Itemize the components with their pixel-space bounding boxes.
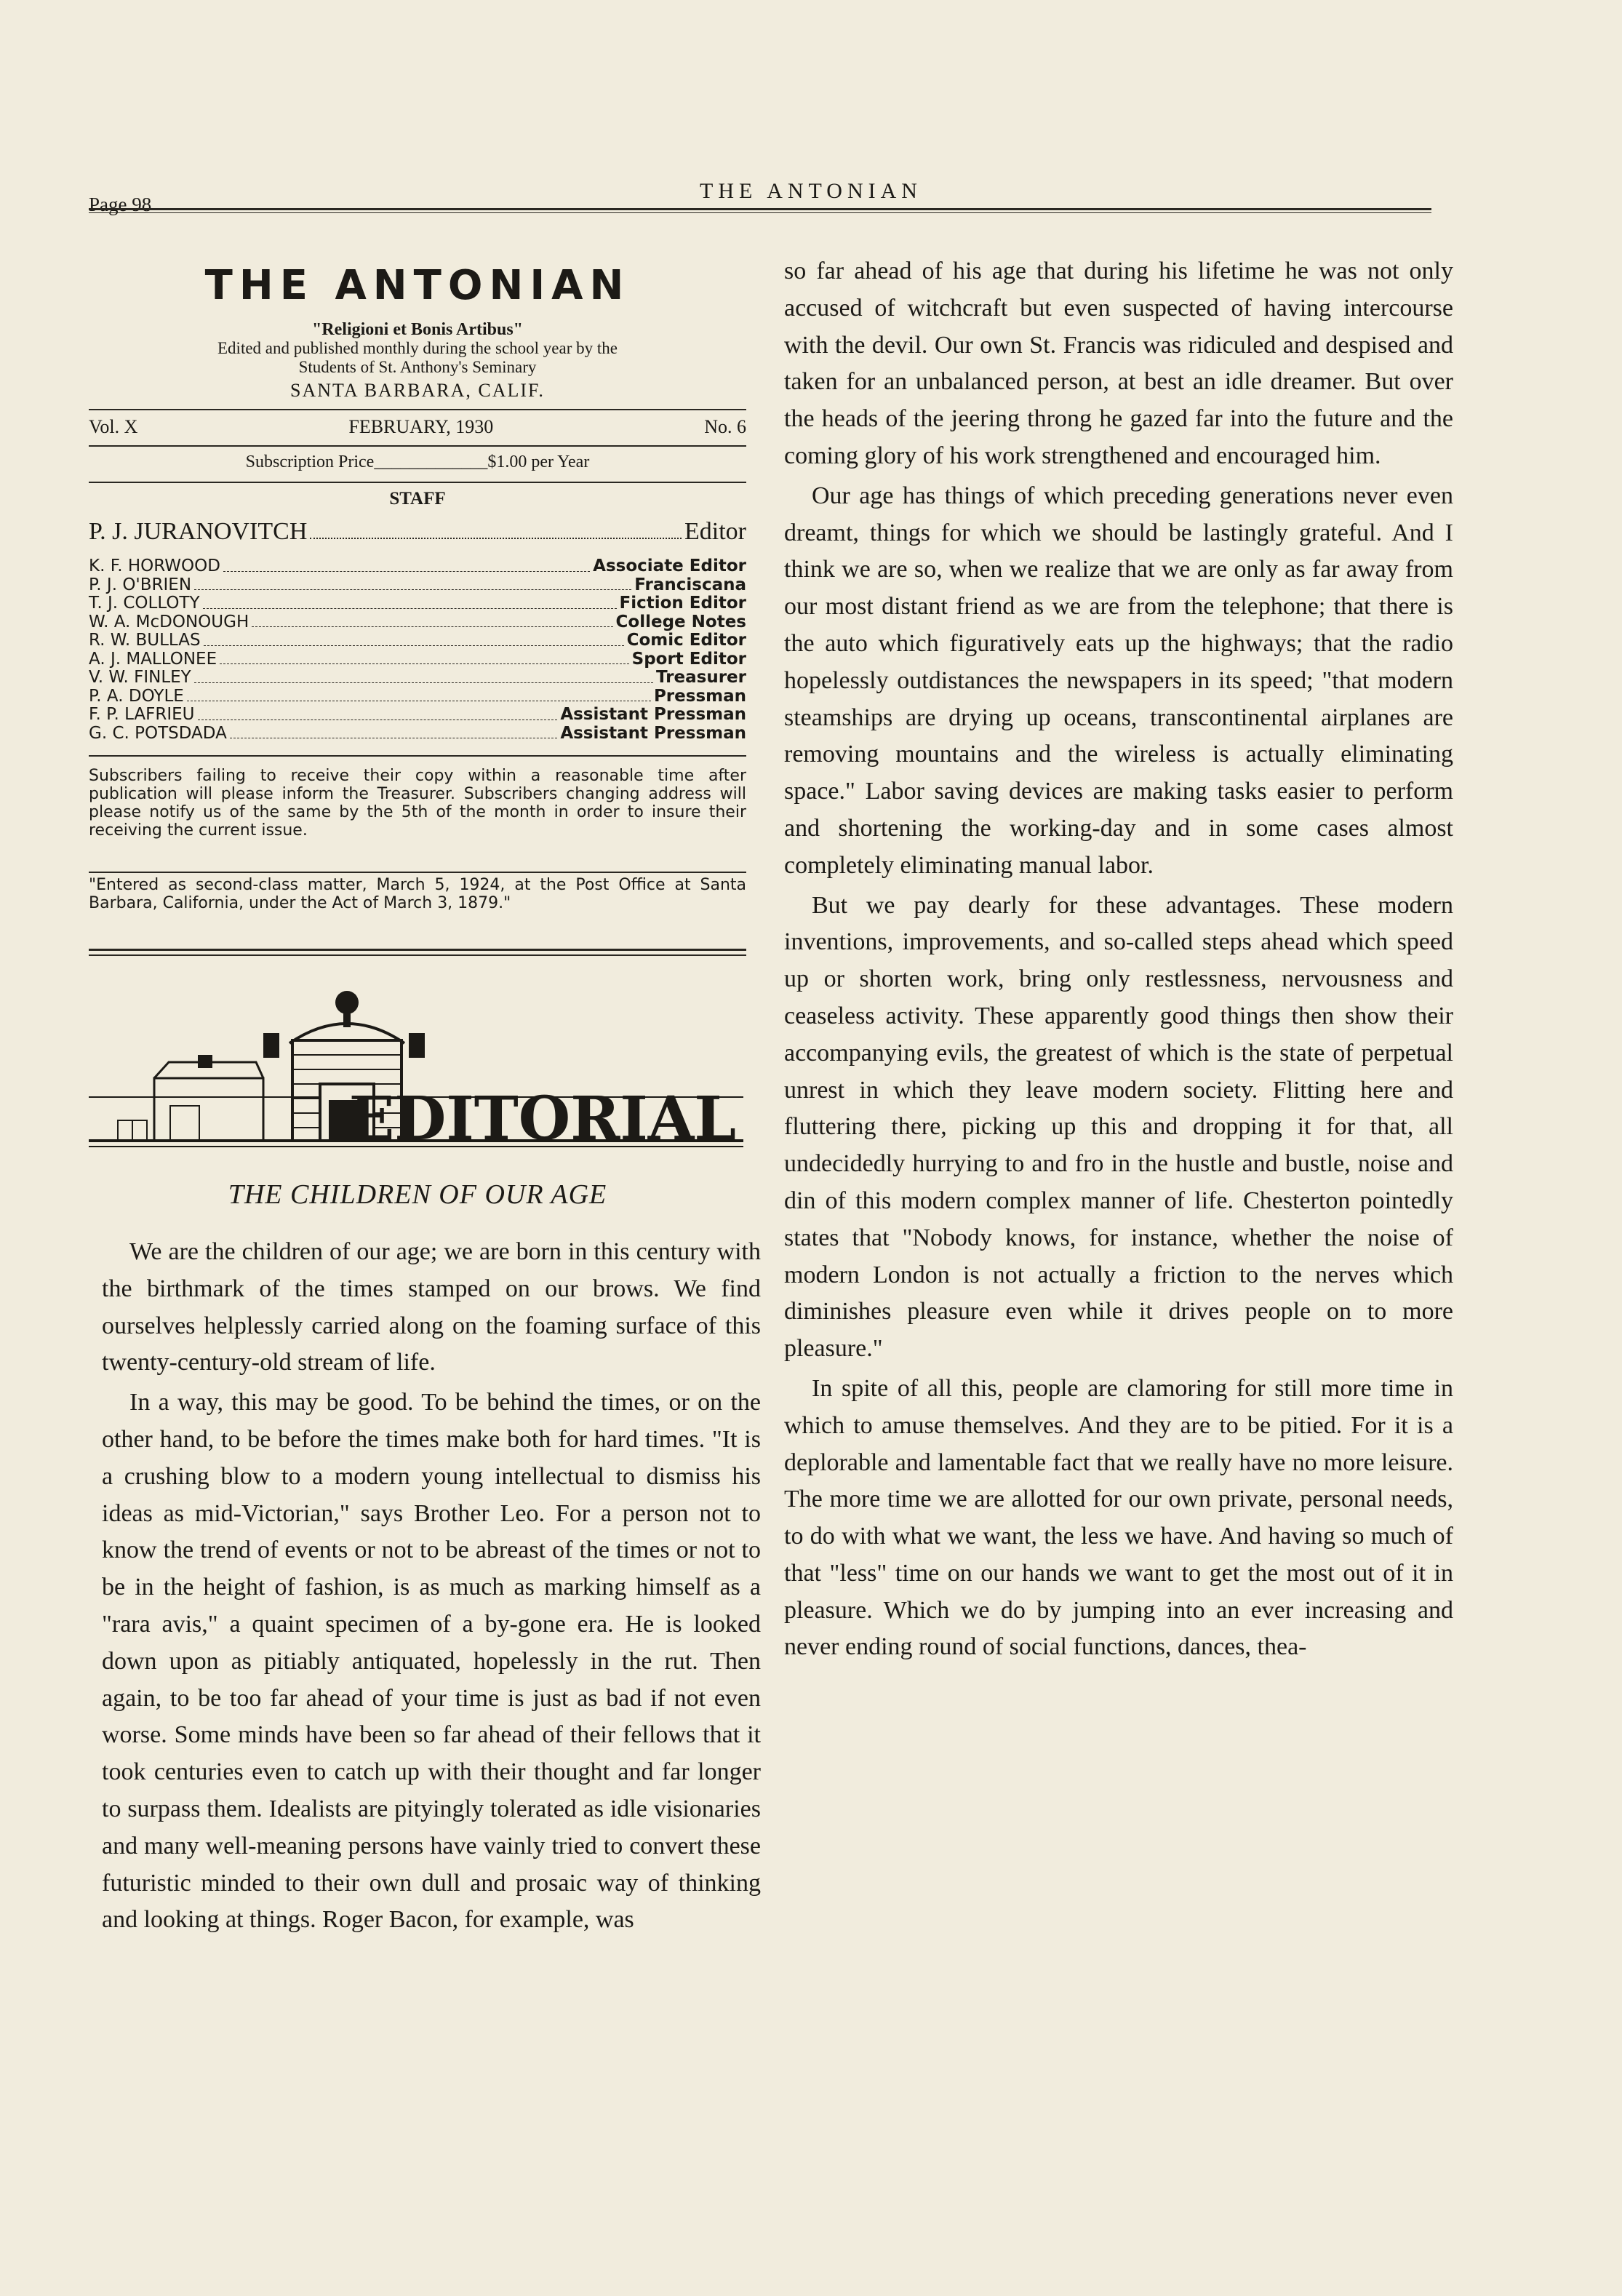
header-rule-thin xyxy=(89,212,1431,213)
staff-editor-row xyxy=(89,518,746,546)
subscription-rule xyxy=(89,482,746,483)
staff-row: P. A. DOYLE Pressman xyxy=(89,686,746,706)
article-column-right xyxy=(784,253,1453,1669)
volume-row xyxy=(89,416,746,438)
masthead-title: THE ANTONIAN xyxy=(204,262,631,309)
banner-word: EDITORIAL xyxy=(348,1084,736,1154)
article-title: THE CHILDREN OF OUR AGE xyxy=(228,1179,607,1210)
editorial-banner-illustration xyxy=(89,975,746,1164)
staff-row: P. J. O'BRIEN Franciscana xyxy=(89,575,746,594)
article-paragraph-continued: so far ahead of his age that during his lifetime he was not only accused of witchcraft but even suspected of having intercourse with the devil. Our own St. Francis was ridiculed and despised and taken for an unbalanced person, at best an idle dreamer. But over the heads of the jeering throng he gazed far into the future and the coming glory of his work strengthened and encouraged him. xyxy=(784,258,1453,469)
article-paragraph: Our age has things of which preceding generations never even dreamt, things for which we should be lastingly grateful. And I think we are so, when we realize that we are only as far away from our most distant friend as we are from the telephone; that there is the auto which figuratively eats up the highways; that the radio hopelessly outdistances the newspapers in its speed; "that modern steamships are drying up oceans, transcontinental airplanes are removing mountains and the wireless is actually eliminating space." Labor saving devices are making tasks easier to perform and shortening the working-day and in some cases almost completely eliminating manual labor. xyxy=(784,482,1453,879)
staff-list xyxy=(89,557,746,743)
staff-row: W. A. McDONOUGH College Notes xyxy=(89,612,746,631)
article-paragraph: In spite of all this, people are clamoring for still more time in which to amuse themselves. And they are to be pitied. For it is a deplorable and lamentable fact that we really have no more leisure. The more time we are allotted for our own private, personal needs, to do with what we want, the less we have. And having so much of that "less" time on our hands we want to get the most out of it in pleasure. Which we do by jumping into an ever increasing and never ending round of social functions, dances, thea- xyxy=(784,1374,1453,1661)
subscriber-notice: Subscribers failing to receive their copy within a reasonable time after publication will please inform the Treasurer. Subscribers changing address will please notify us of the same by the 5th of the month in order to insure their receiving the current issue. xyxy=(89,767,746,840)
masthead-bottom-rule-thin xyxy=(89,954,746,956)
editor-role: Editor xyxy=(684,518,746,545)
issue-date: FEBRUARY, 1930 xyxy=(348,416,494,437)
issue-number: No. 6 xyxy=(704,416,746,437)
running-title: THE ANTONIAN xyxy=(700,179,922,203)
postal-notice: "Entered as second-class matter, March 5, 1924, at the Post Office at Santa Barbara, California, under the Act of March 3, 1879." xyxy=(89,876,746,912)
volume: Vol. X xyxy=(89,416,138,437)
masthead-bottom-rule xyxy=(89,949,746,951)
masthead-publisher-line: Edited and published monthly during the school year by the xyxy=(217,339,618,357)
staff-row: V. W. FINLEY Treasurer xyxy=(89,668,746,687)
staff-row: R. W. BULLAS Comic Editor xyxy=(89,631,746,650)
staff-row: G. C. POTSDADA Assistant Pressman xyxy=(89,723,746,743)
subscription-price: Subscription Price_____________$1.00 per Year xyxy=(245,453,590,471)
article-paragraph: We are the children of our age; we are born in this century with the birthmark of the times stamped on our brows. We find ourselves helplessly carried along on the foaming surface of this twenty-century-old stream of life. xyxy=(102,1238,761,1376)
masthead-motto: "Religioni et Bonis Artibus" xyxy=(311,320,523,339)
masthead-city: SANTA BARBARA, CALIF. xyxy=(290,380,545,401)
header-rule xyxy=(89,208,1431,210)
article-paragraph: In a way, this may be good. To be behind the times, or on the other hand, to be before the times make both for hard times. "It is a crushing blow to a modern young intellectual to dismiss his ideas as mid-Victorian," says Brother Leo. For a person not to know the trend of events or not to be abreast of the times or not to be in the height of fashion, is as much as marking himself as a "rara avis," a quaint specimen of a by-gone era. He is looked down upon as pitiably antiquated, hopelessly in the rut. Then again, to be too far ahead of your time is just as bad if not even worse. Some minds have been so far ahead of their fellows that it took centuries even to catch up with their thought and far longer to surpass them. Idealists are pityingly tolerated as idle visionaries and many well-meaning persons have vainly tried to convert these futuristic minded to their own dull and prosaic way of thinking and looking at things. Roger Bacon, for example, was xyxy=(102,1389,761,1934)
notice-rule xyxy=(89,872,746,873)
staff-heading: STAFF xyxy=(389,489,446,509)
masthead-rule xyxy=(89,409,746,410)
masthead-school-line: Students of St. Anthony's Seminary xyxy=(298,358,537,376)
staff-row: K. F. HORWOOD Associate Editor xyxy=(89,557,746,575)
staff-row: A. J. MALLONEE Sport Editor xyxy=(89,649,746,669)
staff-row: T. J. COLLOTY Fiction Editor xyxy=(89,594,746,613)
article-paragraph: But we pay dearly for these advantages. These modern inventions, improvements, and so-called steps ahead which speed up or shorten work, bring only restlessness, nervousness and ceaseless activity. These apparently good things then show their accompanying evils, the greatest of which is the state of perpetual unrest in which they leave modern society. Flitting here and fluttering there, picking up this and dropping it for that, all undecidedly hurrying to and fro in the hustle and bustle, noise and din of this modern complex manner of life. Chesterton pointedly states that "Nobody knows, for instance, whether the noise of modern London is not actually a friction to the nerves which diminishes pleasure even while it drives people on to more pleasure." xyxy=(784,891,1453,1363)
page-number: Page 98 xyxy=(89,194,152,215)
editorial-banner xyxy=(89,975,746,1164)
article-column-left xyxy=(102,1234,761,1942)
editor-name: P. J. JURANOVITCH xyxy=(89,518,308,545)
staff-row: F. P. LAFRIEU Assistant Pressman xyxy=(89,705,746,724)
staff-rule xyxy=(89,755,746,757)
volume-rule xyxy=(89,445,746,447)
